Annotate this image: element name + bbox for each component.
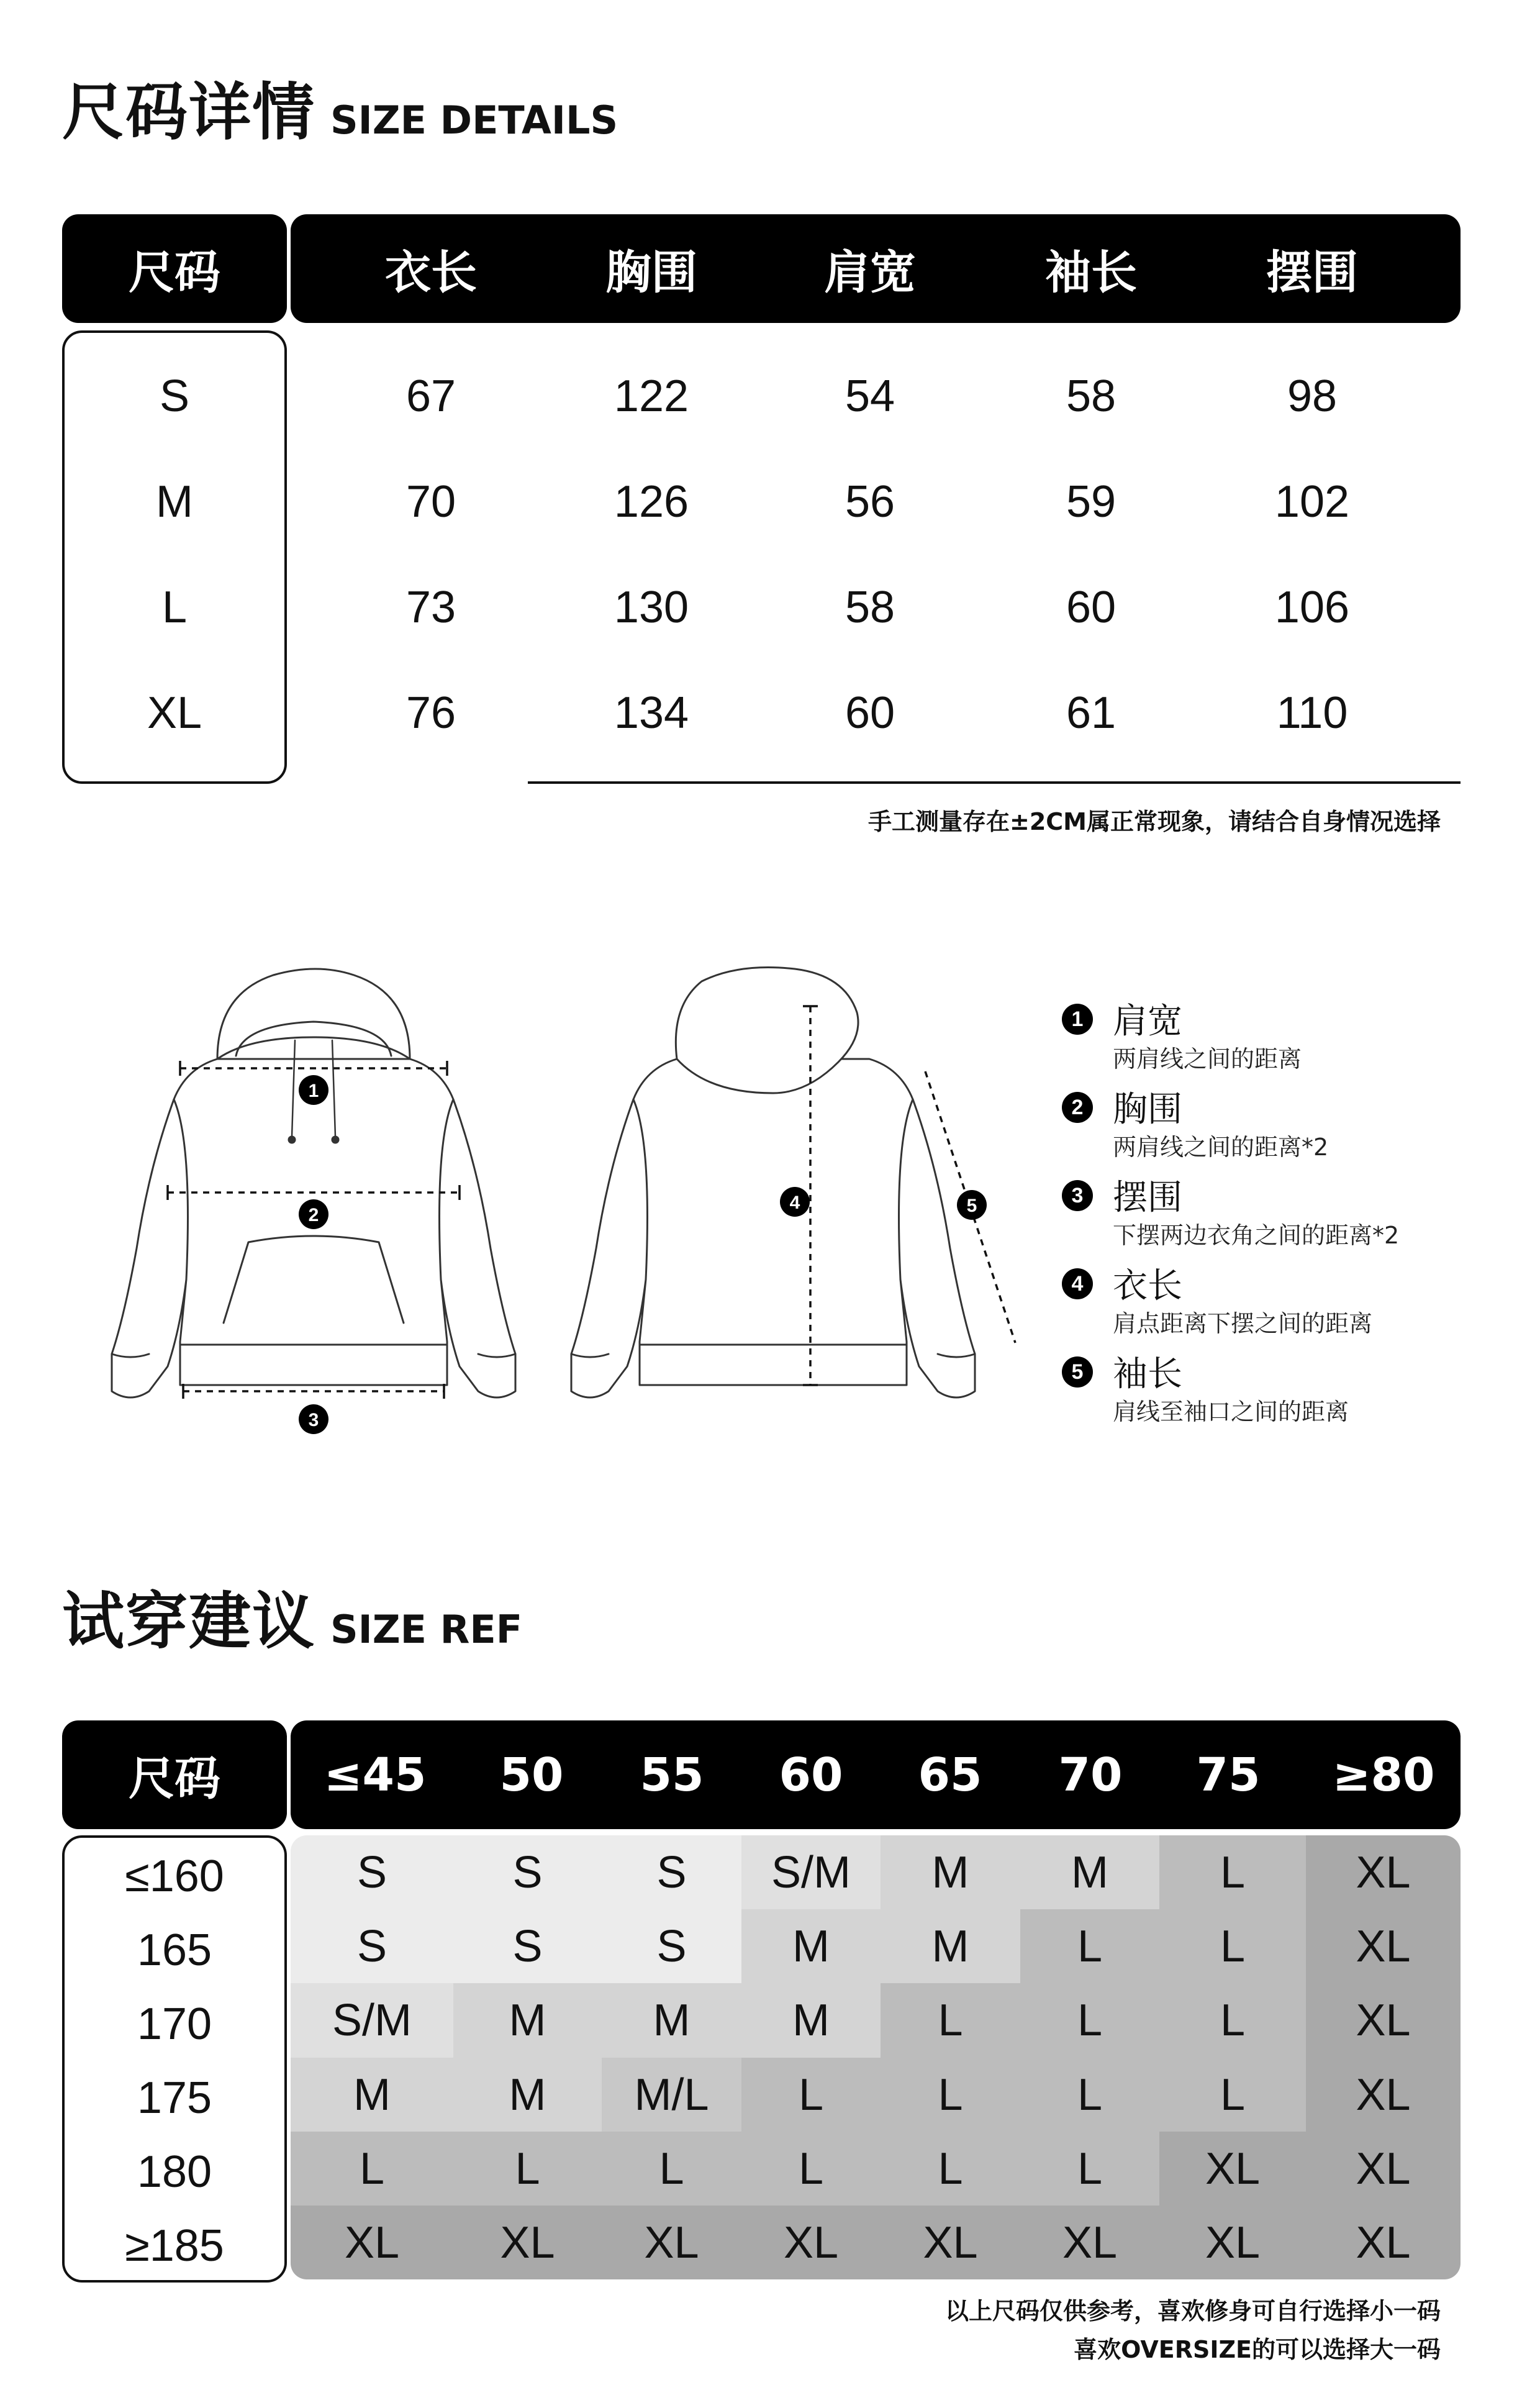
legend-number: 3 xyxy=(1062,1180,1093,1211)
ref-size-header-cell xyxy=(62,1720,287,1829)
size-ref-cell: XL xyxy=(1306,1983,1461,2058)
table-cell: 60 xyxy=(845,688,895,738)
size-ref-cell: S/M xyxy=(741,1835,881,1910)
table-cell: 126 xyxy=(614,477,689,527)
table-cell: 54 xyxy=(845,371,895,421)
table-cell: 60 xyxy=(1066,583,1116,632)
legend-description: 肩线至袖口之间的距离 xyxy=(1113,1398,1349,1425)
table-cell: 110 xyxy=(1276,688,1348,738)
size-ref-cell: M/L xyxy=(602,2058,741,2132)
column-header: 袖长 xyxy=(1045,245,1137,299)
table-cell: 61 xyxy=(1066,688,1116,738)
table-cell: 98 xyxy=(1287,371,1338,421)
size-ref-cell: L xyxy=(881,2058,1020,2132)
legend-number: 2 xyxy=(1062,1092,1093,1123)
table-cell: 122 xyxy=(614,371,689,421)
size-ref-cell: L xyxy=(1020,2058,1159,2132)
legend-name: 胸围 xyxy=(1113,1089,1182,1130)
title-zh: 尺码详情 xyxy=(62,76,315,148)
size-ref-cell: XL xyxy=(291,2206,453,2279)
size-ref-cell: XL xyxy=(741,2206,881,2279)
size-ref-cell: S xyxy=(453,1909,602,1984)
size-details-header xyxy=(291,214,1461,323)
size-ref-cell: XL xyxy=(1306,2206,1461,2279)
size-ref-title xyxy=(62,1571,522,1661)
height-label: 170 xyxy=(137,1999,212,2049)
height-label: 180 xyxy=(137,2147,212,2197)
size-ref-cell: L xyxy=(1020,1909,1159,1984)
legend-name: 衣长 xyxy=(1113,1266,1182,1306)
weight-header-cell: 70 xyxy=(1058,1748,1123,1802)
table-cell: 106 xyxy=(1274,583,1350,632)
size-ref-cell: S xyxy=(291,1835,453,1910)
size-ref-cell: M xyxy=(453,1983,602,2058)
legend-name: 袖长 xyxy=(1113,1354,1182,1394)
size-ref-cell: M xyxy=(1020,1835,1159,1910)
size-label: XL xyxy=(147,688,202,738)
table-cell: 134 xyxy=(614,688,689,738)
size-details-title xyxy=(62,62,618,152)
column-header: 衣长 xyxy=(385,245,477,299)
size-ref-cell: M xyxy=(291,2058,453,2132)
ref-note-line-2: 喜欢OVERSIZE的可以选择大一码 xyxy=(1074,2336,1441,2363)
column-header: 胸围 xyxy=(605,245,697,299)
table-cell: 58 xyxy=(1066,371,1116,421)
weight-header-cell: 55 xyxy=(640,1748,704,1802)
legend-description: 下摆两边衣角之间的距离*2 xyxy=(1113,1222,1400,1249)
table-cell: 59 xyxy=(1066,477,1116,527)
size-ref-cell: L xyxy=(741,2058,881,2132)
size-ref-cell: S xyxy=(602,1909,741,1984)
size-ref-cell: XL xyxy=(602,2206,741,2279)
size-ref-cell: S xyxy=(602,1835,741,1910)
front-hoodie xyxy=(112,969,515,1397)
size-ref-cell: L xyxy=(1020,2132,1159,2206)
size-ref-cell: M xyxy=(602,1983,741,2058)
size-label: L xyxy=(161,583,188,632)
table-cell: 58 xyxy=(845,583,895,632)
legend-description: 肩点距离下摆之间的距离 xyxy=(1113,1310,1373,1337)
table-cell: 76 xyxy=(405,688,456,738)
legend-number: 4 xyxy=(1062,1268,1093,1299)
weight-header-cell: 60 xyxy=(779,1748,843,1802)
size-header-label: 尺码 xyxy=(129,245,220,299)
height-label: 175 xyxy=(137,2073,212,2124)
size-ref-cell: S/M xyxy=(291,1983,453,2058)
column-header: 摆围 xyxy=(1266,245,1358,299)
size-ref-cell: XL xyxy=(1020,2206,1159,2279)
weight-header xyxy=(291,1720,1461,1829)
table-cell: 102 xyxy=(1274,477,1350,527)
marker-5: 5 xyxy=(966,1196,977,1216)
measurement-note: 手工测量存在±2CM属正常现象，请结合自身情况选择 xyxy=(868,808,1441,835)
size-ref-cell: XL xyxy=(453,2206,602,2279)
table-underline xyxy=(528,781,1461,784)
ref-note-line-1: 以上尺码仅供参考，喜欢修身可自行选择小一码 xyxy=(944,2297,1441,2325)
size-ref-cell: L xyxy=(1159,2058,1306,2132)
size-ref-cell: L xyxy=(453,2132,602,2206)
weight-header-cell: ≤45 xyxy=(324,1748,427,1802)
title-en: SIZE REF xyxy=(330,1607,523,1652)
weight-header-cell: 75 xyxy=(1196,1748,1261,1802)
size-ref-cell: M xyxy=(741,1909,881,1984)
size-ref-cell: XL xyxy=(1306,2058,1461,2132)
size-ref-cell: XL xyxy=(1159,2132,1306,2206)
size-ref-cell: M xyxy=(881,1835,1020,1910)
size-ref-cell: L xyxy=(881,1983,1020,2058)
size-ref-cell: L xyxy=(881,2132,1020,2206)
size-ref-cell: L xyxy=(291,2132,453,2206)
size-ref-cell: XL xyxy=(1306,1909,1461,1984)
size-ref-cell: L xyxy=(1159,1983,1306,2058)
height-label: ≤160 xyxy=(125,1851,224,1901)
height-column xyxy=(62,1835,287,2283)
size-ref-cell: L xyxy=(602,2132,741,2206)
height-label: 165 xyxy=(137,1925,212,1975)
size-ref-cell: M xyxy=(741,1983,881,2058)
size-ref-cell: L xyxy=(1020,1983,1159,2058)
size-ref-cell: M xyxy=(453,2058,602,2132)
size-ref-cell: L xyxy=(1159,1835,1306,1910)
hoodie-diagram xyxy=(87,956,1043,1453)
table-cell: 73 xyxy=(405,583,456,632)
title-zh: 试穿建议 xyxy=(62,1585,315,1658)
size-ref-cell: XL xyxy=(1306,1835,1461,1910)
size-ref-cell: XL xyxy=(1159,2206,1306,2279)
column-header: 肩宽 xyxy=(824,245,916,299)
legend-description: 两肩线之间的距离*2 xyxy=(1113,1133,1329,1161)
legend-name: 摆围 xyxy=(1113,1178,1182,1218)
table-cell: 56 xyxy=(845,477,895,527)
size-ref-cell: S xyxy=(453,1835,602,1910)
legend-name: 肩宽 xyxy=(1113,1001,1182,1042)
table-cell: 67 xyxy=(405,371,456,421)
size-label: S xyxy=(159,371,190,421)
legend-number: 1 xyxy=(1062,1004,1093,1035)
size-ref-cell: XL xyxy=(881,2206,1020,2279)
size-header-cell xyxy=(62,214,287,323)
title-en: SIZE DETAILS xyxy=(330,98,618,143)
legend-description: 两肩线之间的距离 xyxy=(1113,1045,1302,1073)
marker-3: 3 xyxy=(308,1410,319,1430)
size-ref-grid xyxy=(291,1835,1461,2279)
marker-1: 1 xyxy=(308,1081,319,1101)
weight-header-cell: 50 xyxy=(499,1748,564,1802)
ref-size-header-label: 尺码 xyxy=(129,1751,220,1806)
marker-4: 4 xyxy=(789,1192,800,1213)
legend-number: 5 xyxy=(1062,1356,1093,1388)
table-cell: 70 xyxy=(405,477,456,527)
weight-header-cell: ≥80 xyxy=(1332,1748,1435,1802)
size-ref-cell: XL xyxy=(1306,2132,1461,2206)
size-label: M xyxy=(156,477,193,527)
size-ref-cell: L xyxy=(1159,1909,1306,1984)
size-ref-cell: S xyxy=(291,1909,453,1984)
marker-2: 2 xyxy=(308,1205,319,1225)
weight-header-cell: 65 xyxy=(918,1748,982,1802)
size-ref-cell: M xyxy=(881,1909,1020,1984)
size-ref-cell: L xyxy=(741,2132,881,2206)
table-cell: 130 xyxy=(614,583,689,632)
height-label: ≥185 xyxy=(125,2221,224,2271)
back-hoodie xyxy=(571,968,975,1398)
